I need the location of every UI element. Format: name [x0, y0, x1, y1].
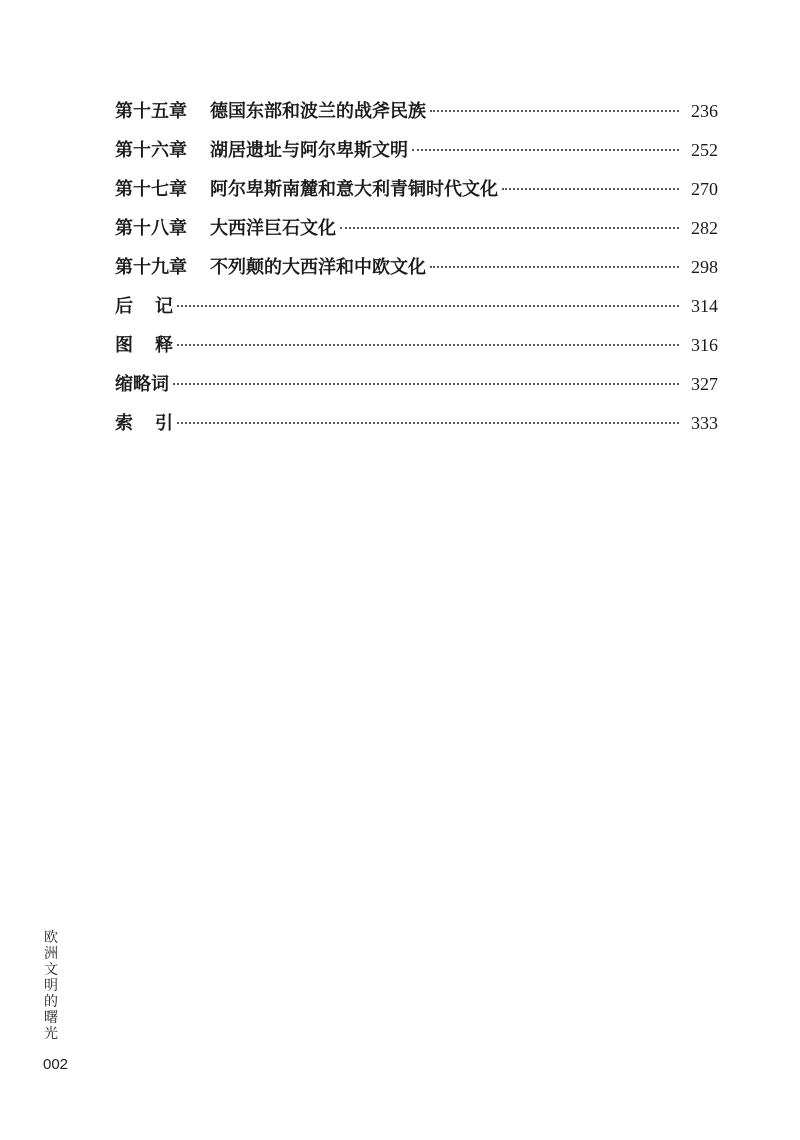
toc-entry-chapter-18[interactable] [115, 214, 718, 253]
toc-entry-chapter-15[interactable] [115, 97, 718, 136]
section-title [115, 409, 173, 435]
section-title-char: 引 [155, 413, 173, 434]
toc-entry-chapter-16[interactable] [115, 136, 718, 175]
chapter-title: 德国东部和波兰的战斧民族 [210, 101, 426, 122]
chapter-title: 湖居遗址与阿尔卑斯文明 [210, 140, 408, 161]
table-of-contents [115, 97, 718, 448]
chapter-number: 第十七章 [115, 179, 187, 200]
dot-leader [502, 188, 679, 190]
toc-entry-afterword[interactable] [115, 292, 718, 331]
dot-leader [177, 305, 679, 307]
chapter-number: 第十六章 [115, 140, 187, 161]
chapter-number: 第十九章 [115, 257, 187, 278]
section-title [115, 292, 173, 318]
chapter-number: 第十五章 [115, 101, 187, 122]
chapter-title: 阿尔卑斯南麓和意大利青铜时代文化 [210, 179, 498, 200]
toc-entry-chapter-17[interactable] [115, 175, 718, 214]
section-title [115, 331, 173, 357]
chapter-title: 大西洋巨石文化 [210, 218, 336, 239]
section-title-char: 图 [115, 335, 133, 356]
toc-entry-index[interactable] [115, 409, 718, 448]
section-title: 缩略词 [115, 374, 169, 395]
page-number: 333 [691, 413, 718, 433]
chapter-number: 第十八章 [115, 218, 187, 239]
section-title-char: 索 [115, 413, 133, 434]
page-number: 327 [691, 374, 718, 394]
toc-entry-chapter-19[interactable] [115, 253, 718, 292]
dot-leader [430, 266, 679, 268]
toc-entry-abbreviations[interactable] [115, 370, 718, 409]
page-number: 316 [691, 335, 718, 355]
dot-leader [177, 344, 679, 346]
section-title-char: 后 [115, 296, 133, 317]
page-number: 314 [691, 296, 718, 316]
chapter-title: 不列颠的大西洋和中欧文化 [210, 257, 426, 278]
toc-entry-figure-notes[interactable] [115, 331, 718, 370]
dot-leader [173, 383, 679, 385]
dot-leader [177, 422, 679, 424]
running-book-title: 欧洲文明的曙光 [44, 930, 58, 1042]
dot-leader [412, 149, 679, 151]
dot-leader [430, 110, 679, 112]
page-number: 236 [691, 101, 718, 121]
page-number: 252 [691, 140, 718, 160]
section-title-char: 记 [155, 296, 173, 317]
page-number: 282 [691, 218, 718, 238]
dot-leader [340, 227, 679, 229]
page-number: 270 [691, 179, 718, 199]
folio-page-number: 002 [43, 1056, 69, 1073]
page-number: 298 [691, 257, 718, 277]
section-title-char: 释 [155, 335, 173, 356]
